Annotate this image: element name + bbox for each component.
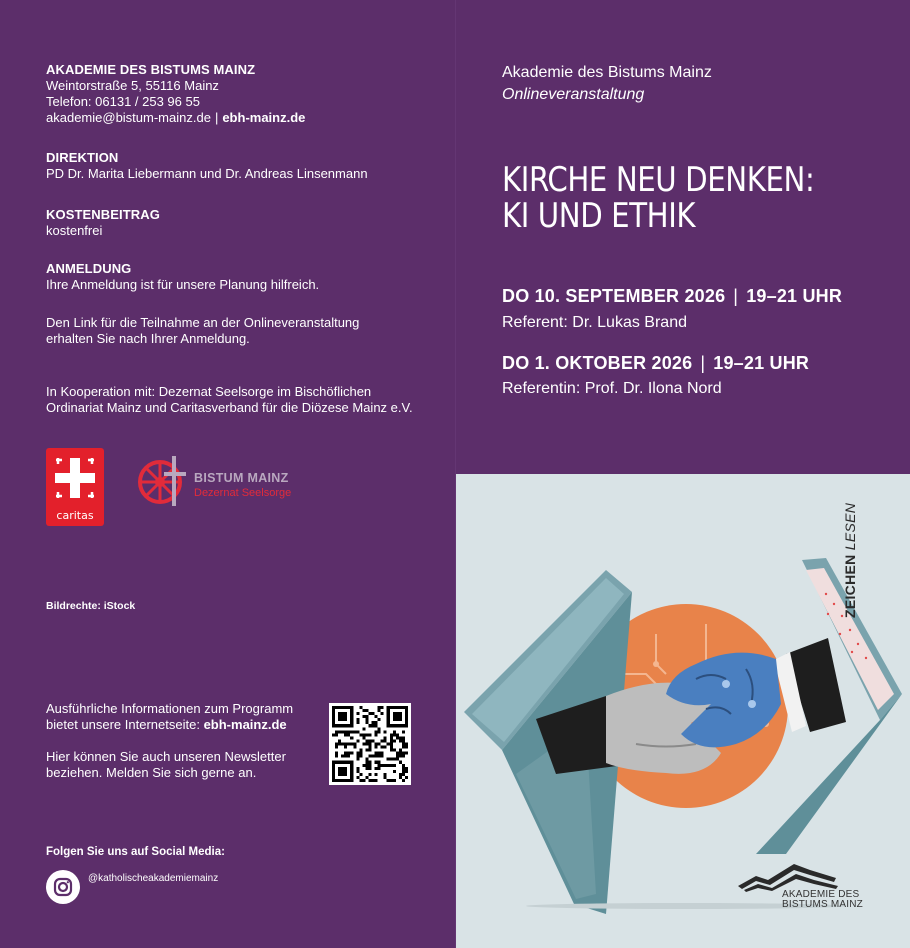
qr-code[interactable] [329, 703, 411, 785]
phone: Telefon: 06131 / 253 96 55 [46, 94, 200, 109]
anmeldung-link-text: Den Link für die Teilnahme an der Onlineveranstaltung erhalten Sie nach Ihrer Anmeldung. [46, 315, 360, 346]
cover-org-name: Akademie des Bistums Mainz [502, 64, 712, 81]
event-2-time: 19–21 UHR [713, 353, 810, 373]
event-date-2 [502, 353, 809, 374]
bistum-logo-sub: Dezernat Seelsorge [194, 487, 292, 499]
series-label-text [842, 503, 858, 618]
qr-code-graphic [332, 706, 408, 782]
cover-format: Onlineveranstaltung [502, 86, 645, 103]
akademie-logo-line-1: AKADEMIE DES [782, 889, 860, 900]
image-credits: Bildrechte: iStock [46, 600, 136, 612]
series-light: LESEN [842, 502, 858, 551]
email-link[interactable]: akademie@bistum-mainz.de [46, 110, 211, 125]
kosten-block [46, 207, 426, 239]
instagram-button[interactable] [46, 870, 80, 904]
social-heading: Folgen Sie uns auf Social Media: [46, 846, 225, 858]
kosten-heading: KOSTENBEITRAG [46, 207, 160, 222]
caritas-logo [46, 448, 104, 526]
direktion-heading: DIREKTION [46, 150, 119, 165]
caritas-label: caritas [56, 509, 94, 522]
title-line-2: KI UND ETHIK [502, 196, 696, 236]
address: Weintorstraße 5, 55116 Mainz [46, 78, 219, 93]
direktion-block [46, 150, 426, 182]
newsletter-text: Hier können Sie auch unseren Newsletter beziehen. Melden Sie sich gerne an. [46, 749, 286, 780]
akademie-logo-line-2: BISTUMS MAINZ [782, 899, 863, 910]
event-1-time: 19–21 UHR [746, 286, 843, 306]
anmeldung-heading: ANMELDUNG [46, 261, 132, 276]
info-text-1: Ausführliche Informationen zum Programm bietet unsere Internetseite: [46, 701, 294, 732]
caritas-cross-icon [46, 448, 104, 508]
org-name: AKADEMIE DES BISTUMS MAINZ [46, 62, 256, 77]
event-1-sep: | [733, 286, 739, 306]
series-label [842, 486, 862, 618]
event-2-date: DO 1. OKTOBER 2026 [502, 353, 693, 373]
akademie-logo-icon [738, 862, 848, 892]
bistum-logo-title: BISTUM MAINZ [194, 471, 289, 485]
email-line [46, 110, 426, 126]
bistum-wheel-icon [134, 454, 194, 510]
partner-logos [46, 448, 306, 528]
anmeldung-text: Ihre Anmeldung ist für unsere Planung hilfreich. [46, 277, 320, 292]
akademie-logo [738, 862, 898, 914]
instagram-handle[interactable]: @katholischeakademiemainz [88, 873, 219, 884]
anmeldung-block [46, 261, 426, 293]
direktion-text: PD Dr. Marita Liebermann und Dr. Andreas Linsenmann [46, 166, 368, 181]
separator: | [214, 110, 219, 125]
bistum-logo [134, 454, 314, 510]
series-bold: ZEICHEN [842, 554, 858, 618]
kosten-text: kostenfrei [46, 223, 103, 238]
kooperation-text: In Kooperation mit: Dezernat Seelsorge im Bischöflichen Ordinariat Mainz und Caritasverband für die Diözese Mainz e.V. [46, 384, 413, 415]
event-date-1 [502, 286, 842, 307]
info-text [46, 701, 316, 733]
event-2-speaker: Referentin: Prof. Dr. Ilona Nord [502, 380, 722, 397]
title-line-1: KIRCHE NEU DENKEN: [502, 160, 815, 200]
event-2-sep: | [700, 353, 706, 373]
event-1-speaker: Referent: Dr. Lukas Brand [502, 314, 687, 331]
info-block [46, 701, 316, 781]
contact-block [46, 62, 426, 126]
event-title [502, 162, 898, 234]
instagram-icon [46, 870, 80, 904]
event-1-date: DO 10. SEPTEMBER 2026 [502, 286, 726, 306]
website-link[interactable]: ebh-mainz.de [222, 110, 306, 125]
akademie-logo-text [782, 890, 863, 910]
info-link[interactable]: ebh-mainz.de [203, 717, 287, 732]
